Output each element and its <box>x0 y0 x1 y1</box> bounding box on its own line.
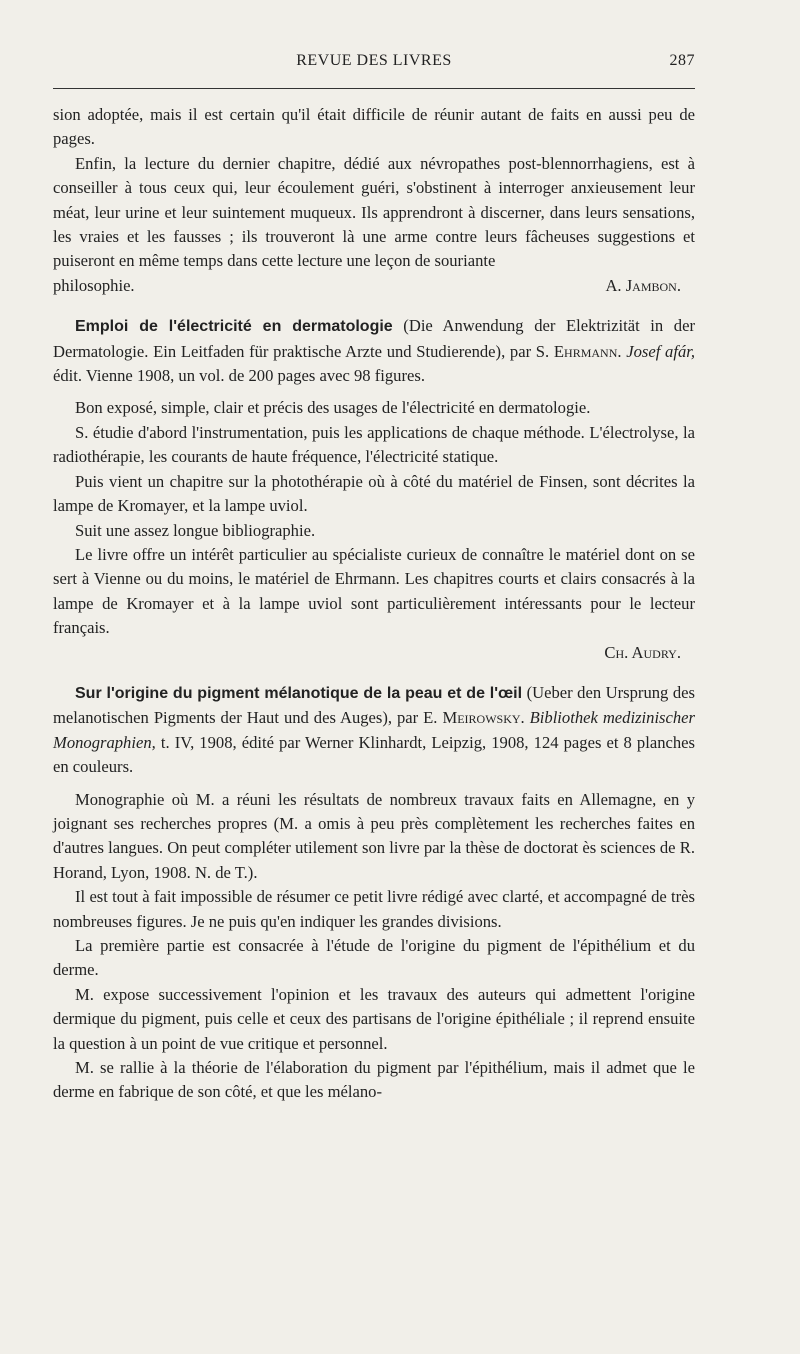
paragraph: Suit une assez longue bibliographie. <box>75 520 316 540</box>
paragraph: M. expose successivement l'opinion et les travaux des auteurs qui admettent l'origine dermique du pigment, puis celle et ceux des partisans de l'origine épithéliale ; il reprend ensuite la question à un point de vue critique et personnel. <box>53 984 695 1053</box>
header-rule <box>53 88 695 89</box>
page-number: 287 <box>669 52 695 69</box>
review-heading: Emploi de l'électricité en dermatologie (Die Anwendung der Elektrizität in der Dermatologie. Ein Leitfaden für praktische Arzte und Studierende), par S. Ehrmann. Josef afár, édit. Vienne 1908, un vol. de 200 pages avec 98 figures. <box>53 316 696 386</box>
publisher: Josef afár, <box>626 341 696 361</box>
paragraph: La première partie est consacrée à l'étude de l'origine du pigment de l'épithélium et du derme. <box>53 936 695 980</box>
book-author: Meirowsky <box>442 708 521 728</box>
book-author: Ehrmann <box>553 341 618 361</box>
paragraph: sion adoptée, mais il est certain qu'il était difficile de réunir autant de faits en aussi peu de pages. <box>53 105 695 149</box>
review-title: Sur l'origine du pigment mélanotique de la peau et de l'œil <box>75 684 523 702</box>
paragraph: M. se rallie à la théorie de l'élaboration du pigment par l'épithélium, mais il admet que le derme en fabrique de son côté, et que les mélano- <box>53 1058 695 1102</box>
paragraph: S. étudie d'abord l'instrumentation, puis les applications de chaque méthode. L'électrolyse, la radiothérapie, les courants de haute fréquence, l'électricité statique. <box>53 422 695 467</box>
reviewer-signature: Ch. Audry. <box>604 642 681 662</box>
paragraph-end: philosophie. <box>53 275 135 295</box>
running-head <box>53 48 695 76</box>
paragraph: Le livre offre un intérêt particulier au spécialiste curieux de connaître le matériel dont on se sert à Vienne ou du moins, le matériel de Ehrmann. Les chapitres courts et clairs consacrés à la lampe de Kromayer et à la lampe uviol sont particulièrement intéressants pour le lecteur français. <box>53 544 695 638</box>
review-title: Emploi de l'électricité en dermatologie <box>75 318 393 336</box>
book-series: Bibliothek medizinischer Monographien, <box>53 708 695 752</box>
paragraph: Bon exposé, simple, clair et précis des usages de l'électricité en dermatologie. <box>75 398 591 418</box>
book-page <box>53 48 695 1105</box>
paragraph: Monographie où M. a réuni les résultats de nombreux travaux faits en Allemagne, en y joignant ses recherches propres (M. a omis à peu près complètement les recherches faites en d'autres langues. On peut compléter utilement son livre par la thèse de doctorat ès sciences de R. Horand, Lyon, 1908. N. de T.). <box>53 789 695 882</box>
paragraph: Il est tout à fait impossible de résumer ce petit livre rédigé avec clarté, et accompagné de très nombreuses figures. Je ne puis qu'en indiquer les grandes divisions. <box>53 887 695 931</box>
paragraph: Enfin, la lecture du dernier chapitre, dédié aux névropathes post-blennorrhagiens, est à conseiller à tous ceux qui, leur écoulement guéri, s'obstinent à interroger anxieusement leur méat, leur urine et leur suintement muqueux. Ils apprendront à discerner, dans leurs sensations, les vraies et les fausses ; ils trouveront là une arme contre leurs fâcheuses suggestions et puiseront en même temps dans cette lecture une leçon de souriante <box>53 153 695 271</box>
review-heading: Sur l'origine du pigment mélanotique de la peau et de l'œil (Ueber den Ursprung des melanotischen Pigments der Haut und des Auges), par E. Meirowsky. Bibliothek medizinischer Monographien, t. IV, 1908, édité par Werner Klinhardt, Leipzig, 1908, 124 pages et 8 planches en couleurs. <box>53 682 695 777</box>
running-title: REVUE DES LIVRES <box>296 52 452 69</box>
reviewer-signature: A. Jambon. <box>605 275 681 295</box>
paragraph: Puis vient un chapitre sur la photothérapie où à côté du matériel de Finsen, sont décrites la lampe de Kromayer, et la lampe uviol. <box>53 471 695 516</box>
closing-line <box>53 274 695 298</box>
